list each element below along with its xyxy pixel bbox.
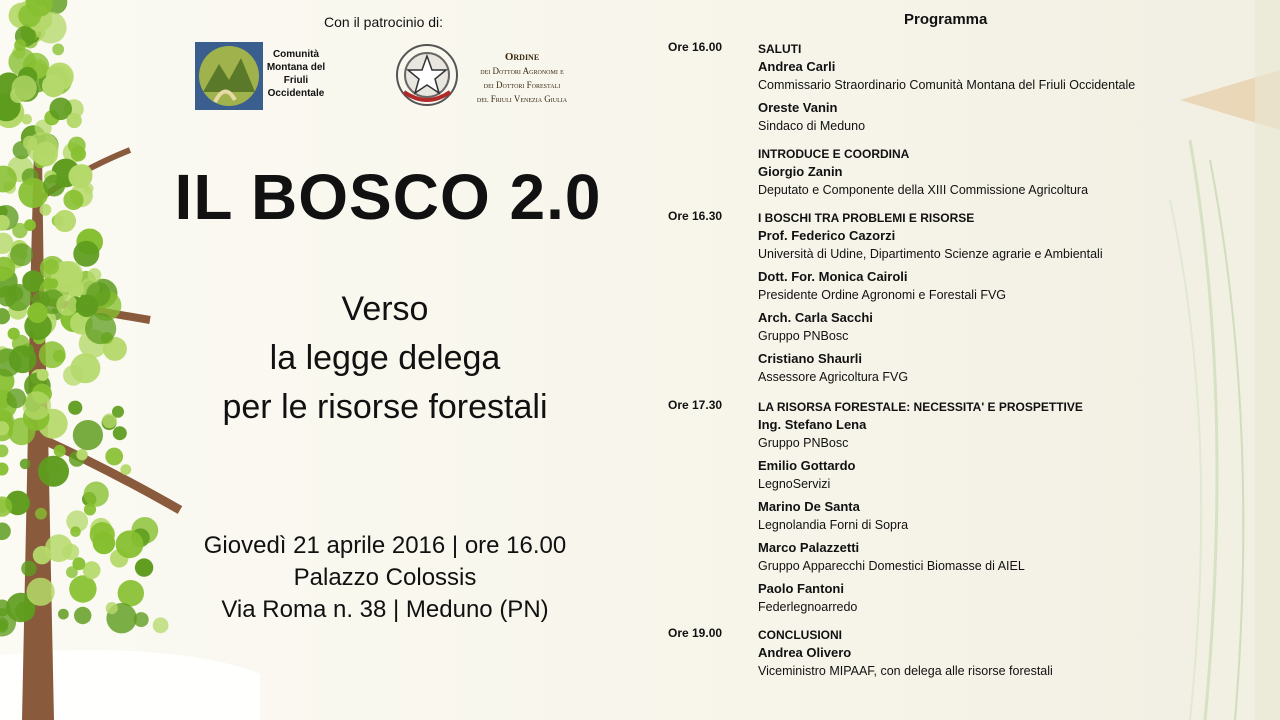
speaker-name: Ing. Stefano Lena <box>758 417 867 432</box>
speaker-name: Oreste Vanin <box>758 100 838 115</box>
speaker-role: Legnolandia Forni di Sopra <box>758 518 909 532</box>
speaker-role: Gruppo PNBosc <box>758 436 849 450</box>
leaf <box>56 294 77 315</box>
subtitle-line: per le risorse forestali <box>222 388 548 426</box>
leaf <box>20 459 31 470</box>
program-session-title: SALUTI <box>758 42 802 56</box>
leaf <box>113 426 127 440</box>
leaf <box>105 448 123 466</box>
leaf <box>8 328 20 340</box>
leaf <box>118 580 144 606</box>
leaf <box>12 75 37 100</box>
program-session-title: I BOSCHI TRA PROBLEMI E RISORSE <box>758 211 975 225</box>
speaker-name: Cristiano Shaurli <box>758 351 863 366</box>
ordine-emblem-logo <box>394 42 460 108</box>
subtitle-line: Verso <box>341 290 429 328</box>
leaf <box>73 164 93 184</box>
leaf <box>73 420 103 450</box>
event-details <box>170 530 600 626</box>
program-time: Ore 16.30 <box>668 209 723 223</box>
ordine-line-3: dei Dottori Forestali <box>483 80 561 90</box>
leaf <box>88 268 102 282</box>
leaf <box>21 561 36 576</box>
program-time: Ore 16.00 <box>668 40 723 54</box>
program-title: Programma <box>904 11 988 28</box>
program-section <box>668 398 1208 616</box>
leaf <box>38 456 69 487</box>
leaf <box>106 602 118 614</box>
event-subtitle <box>170 285 600 432</box>
speaker-name: Andrea Olivero <box>758 645 852 660</box>
ordine-line-1: Ordine <box>504 51 540 63</box>
program-session-title: LA RISORSA FORESTALE: NECESSITA' E PROSPETTIVE <box>758 400 1083 414</box>
speaker-role: Commissario Straordinario Comunità Montana del Friuli Occidentale <box>758 78 1136 92</box>
leaf <box>153 617 169 633</box>
patronage-label: Con il patrocinio di: <box>324 14 444 30</box>
leaf <box>44 259 59 274</box>
leaf <box>52 44 64 56</box>
leaf <box>70 353 100 383</box>
leaf <box>134 612 149 627</box>
leaf <box>8 418 36 446</box>
speaker-role: Presidente Ordine Agronomi e Forestali FVG <box>758 288 1007 302</box>
leaf <box>73 241 99 267</box>
speaker-role: Università di Udine, Dipartimento Scienze agrarie e Ambientali <box>758 247 1103 261</box>
speaker-name: Giorgio Zanin <box>758 164 843 179</box>
ordine-name <box>460 50 584 106</box>
leaf <box>0 523 11 541</box>
event-venue: Palazzo Colossis <box>293 564 477 591</box>
speaker-role: Gruppo PNBosc <box>758 329 849 343</box>
event-date: Giovedì 21 aprile 2016 | ore 16.00 <box>203 532 567 559</box>
speaker-name: Marco Palazzetti <box>758 540 860 555</box>
speaker-name: Prof. Federico Cazorzi <box>758 228 896 243</box>
program-section <box>668 40 1208 199</box>
leaf <box>54 445 66 457</box>
leaf <box>37 369 49 381</box>
leaf <box>40 204 52 216</box>
program-session-title: CONCLUSIONI <box>758 628 842 642</box>
leaf <box>39 341 66 368</box>
leaf <box>84 482 109 507</box>
leaf <box>27 303 47 323</box>
leaf <box>76 449 87 460</box>
leaf <box>27 132 59 164</box>
leaf <box>43 175 65 197</box>
leaf <box>46 63 74 91</box>
speaker-role: Assessore Agricoltura FVG <box>758 370 909 384</box>
speaker-role: Sindaco di Meduno <box>758 119 866 133</box>
leaf <box>67 113 82 128</box>
comunita-montana-name: Comunità Montana del Friuli Occidentale <box>266 49 326 99</box>
leaf <box>69 575 96 602</box>
leaf <box>26 578 54 606</box>
program-session-title: INTRODUCE E COORDINA <box>758 147 910 161</box>
program-time: Ore 17.30 <box>668 398 723 412</box>
leaf <box>48 278 58 288</box>
speaker-name: Andrea Carli <box>758 59 836 74</box>
speaker-role: Deputato e Componente della XIII Commissione Agricoltura <box>758 183 1089 197</box>
speaker-name: Arch. Carla Sacchi <box>758 310 873 325</box>
leaf <box>45 534 73 562</box>
leaf <box>63 190 83 210</box>
leaf <box>0 445 8 458</box>
leaf <box>23 391 52 420</box>
event-title: IL BOSCO 2.0 <box>174 161 602 233</box>
leaf <box>70 526 81 537</box>
leaf <box>112 406 124 418</box>
leaf <box>68 137 86 155</box>
leaf <box>74 607 91 624</box>
leaf <box>86 282 110 306</box>
speaker-role: Gruppo Apparecchi Domestici Biomasse di AIEL <box>758 559 1025 573</box>
speaker-name: Marino De Santa <box>758 499 860 514</box>
program-time: Ore 19.00 <box>668 626 723 640</box>
leaf <box>8 286 23 301</box>
speaker-role: LegnoServizi <box>758 477 831 491</box>
speaker-role: Federlegnoarredo <box>758 600 858 614</box>
subtitle-line: la legge delega <box>269 339 501 377</box>
leaf <box>56 261 83 288</box>
leaf <box>135 558 153 576</box>
speaker-name: Paolo Fantoni <box>758 581 844 596</box>
leaf <box>90 522 115 547</box>
leaf <box>21 114 32 125</box>
leaf <box>35 508 47 520</box>
event-address: Via Roma n. 38 | Meduno (PN) <box>221 596 549 623</box>
leaf <box>68 401 82 415</box>
speaker-name: Dott. For. Monica Cairoli <box>758 269 908 284</box>
ordine-line-2: dei Dottori Agronomi e <box>480 66 564 76</box>
program-section <box>668 626 1208 680</box>
program-list <box>668 40 1208 685</box>
comunita-montana-logo <box>195 42 263 110</box>
speaker-name: Emilio Gottardo <box>758 458 856 473</box>
leaf <box>58 609 69 620</box>
leaf <box>120 464 131 475</box>
leaf <box>85 313 116 344</box>
leaf <box>0 463 9 476</box>
leaf <box>54 210 76 232</box>
leaf <box>116 530 144 558</box>
speaker-role: Viceministro MIPAAF, con delega alle risorse forestali <box>758 664 1053 678</box>
leaf <box>72 557 85 570</box>
program-section <box>668 209 1208 386</box>
leaf <box>6 388 26 408</box>
ordine-line-4: del Friuli Venezia Giulia <box>476 94 568 104</box>
